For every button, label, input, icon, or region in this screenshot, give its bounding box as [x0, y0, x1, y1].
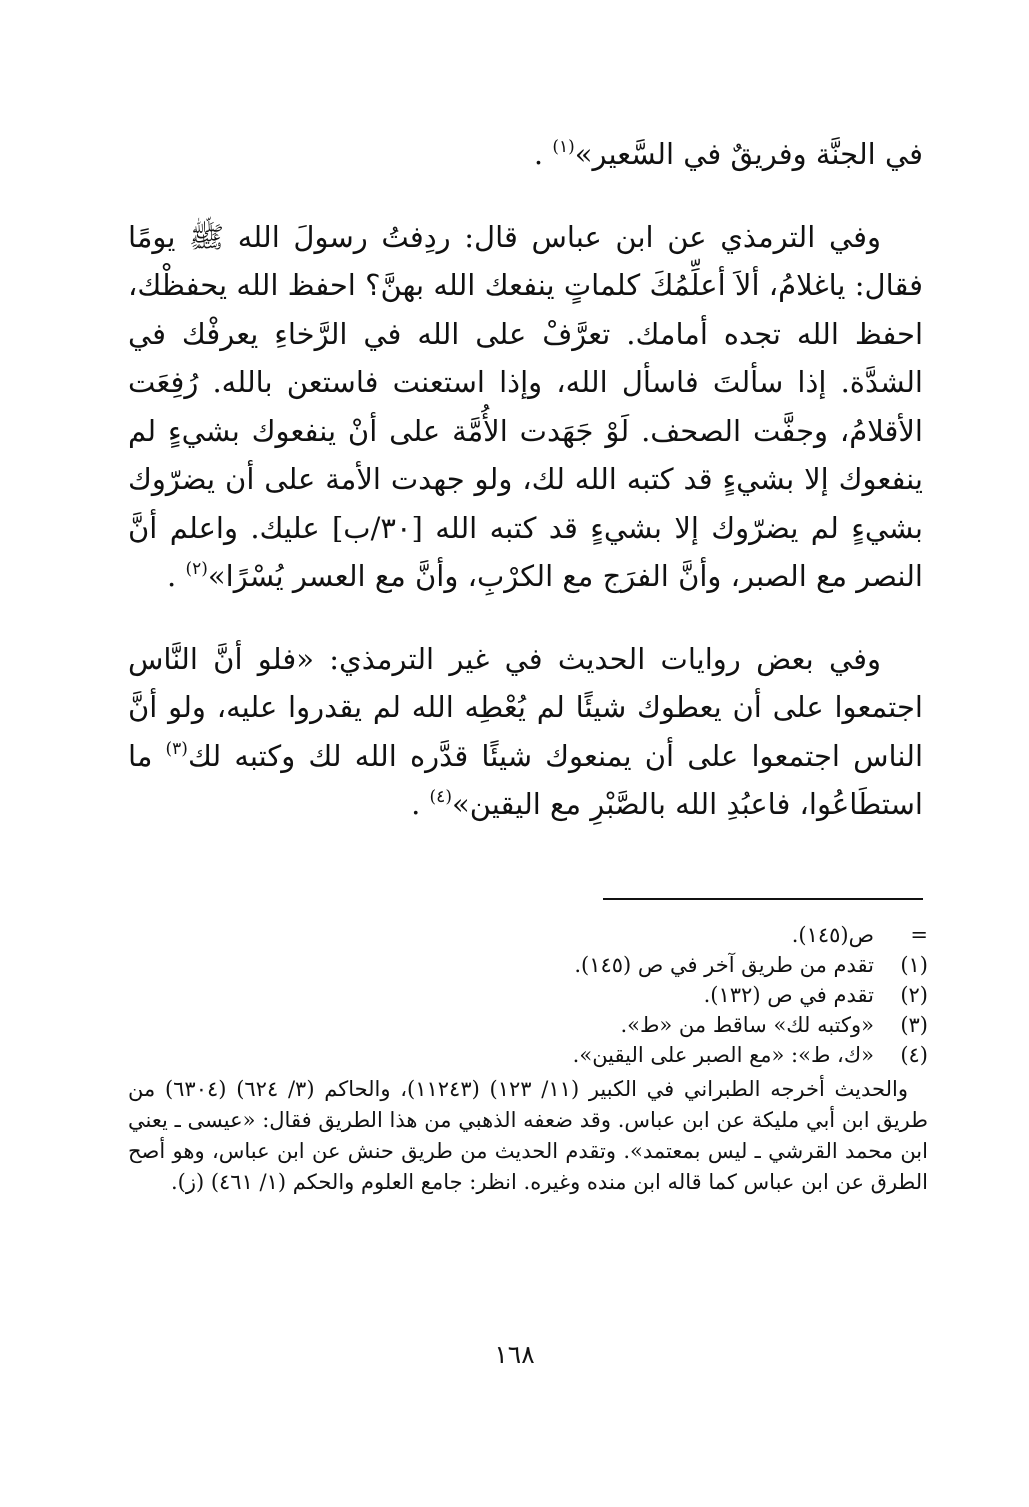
paragraph-1-end: .: [533, 137, 553, 171]
footnote-separator: [603, 898, 923, 900]
page-number: ١٦٨: [494, 1340, 535, 1369]
main-text: [128, 130, 923, 829]
paragraph-3: [128, 635, 923, 829]
footnote-2-text: تقدم في ص (١٣٢).: [703, 983, 874, 1007]
footnote-ref-4[interactable]: (٤): [429, 787, 452, 807]
paragraph-2-end: .: [167, 559, 186, 593]
footnote-3-text: «وكتبه لك» ساقط من «ط».: [620, 1013, 874, 1037]
footnote-ref-2[interactable]: (٢): [185, 559, 208, 579]
paragraph-2-text: وفي الترمذي عن ابن عباس قال: ردِفتُ رسولَ الله ﷺ يومًا فقال: ياغلامُ، ألاَ أعلِّمُكَ كلماتٍ ينفعك الله بهنَّ؟ احفظ الله يحفظْك، احفظ الله تجده أمامك. تعرَّفْ على الله في الرَّخاءِ يعرفْك في الشدَّة. إذا سألتَ فاسأل الله، وإذا استعنت فاستعن بالله. رُفِعَت الأقلامُ، وجفَّت الصحف. لَوْ جَهَدت الأُمَّة على أنْ ينفعوك بشيءٍ لم ينفعوك إلا بشيءٍ قد كتبه الله لك، ولو جهدت الأمة على أن يضرّوك بشيءٍ لم يضرّوك إلا بشيءٍ قد كتبه الله [٣٠/ب] عليك. واعلم أنَّ النصر مع الصبر، وأنَّ الفرَج مع الكرْبِ، وأنَّ مع العسر يُسْرًا»: [128, 219, 923, 593]
paragraph-1: [128, 130, 923, 179]
footnote-ref-1[interactable]: (١): [552, 137, 575, 157]
footnote-4: [128, 1040, 928, 1070]
footnote-1: [128, 950, 928, 980]
footnote-3: [128, 1010, 928, 1040]
footnote-continuation: [128, 920, 928, 950]
footnote-4-text: «ك، ط»: «مع الصبر على اليقين».: [572, 1043, 874, 1067]
footnote-2-number: (٢): [900, 983, 928, 1007]
footnote-3-number: (٣): [900, 1013, 928, 1037]
paragraph-3-text-a: وفي بعض روايات الحديث في غير الترمذي: «فلو أنَّ النَّاس اجتمعوا على أن يعطوك شيئًا لم يُعْطِه الله لم يقدروا عليه، ولو أنَّ الناس اجتمعوا على أن يمنعوك شيئًا قدَّره الله لك وكتبه لك: [128, 641, 924, 773]
footnote-continuation-mark: =: [910, 923, 928, 947]
footnotes: [128, 920, 928, 1198]
footnote-1-text: تقدم من طريق آخر في ص (١٤٥).: [574, 953, 874, 977]
footnote-1-number: (١): [900, 953, 928, 977]
footnote-ref-3[interactable]: (٣): [165, 738, 188, 759]
footnote-4-continuation: والحديث أخرجه الطبراني في الكبير (١١/ ١٢٣) (١١٢٤٣)، والحاكم (٣/ ٦٢٤) (٦٣٠٤) من طريق ابن أبي مليكة عن ابن عباس. وقد ضعفه الذهبي من هذا الطريق فقال: «عيسى ـ يعني ابن محمد القرشي ـ ليس بمعتمد». وتقدم الحديث من طريق حنش عن ابن عباس، وهو أصح الطرق عن ابن عباس كما قاله ابن منده وغيره. انظر: جامع العلوم والحكم (١/ ٤٦١) (ز).: [128, 1077, 928, 1194]
footnote-2: [128, 980, 928, 1010]
footnote-continuation-text: ص(١٤٥).: [791, 923, 874, 947]
paragraph-3-text-b: ما استطَاعُوا، فاعبُدِ الله بالصَّبْرِ مع اليقين»: [128, 738, 923, 821]
footnote-4-number: (٤): [900, 1043, 928, 1067]
paragraph-3-end: .: [411, 787, 430, 821]
paragraph-1-text: في الجنَّة وفريقٌ في السَّعير»: [574, 137, 923, 171]
paragraph-2: [128, 213, 923, 601]
